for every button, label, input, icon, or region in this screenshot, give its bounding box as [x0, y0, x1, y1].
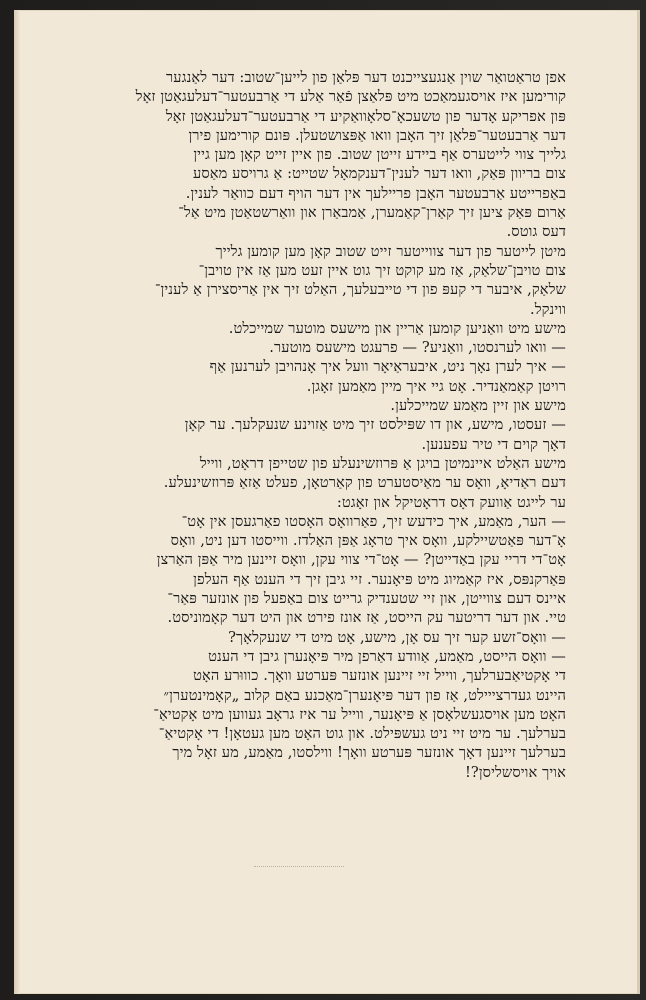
text-line: דעס גוטס.: [506, 223, 566, 241]
text-line: איינס דעם צווייטן, און זיי שטענדיק גרייט צום באַפעל פון אונזער פּאַר־: [167, 590, 566, 608]
text-line: די אָקטיאַבערלעך, ווייל זיי זיינען אונזער פּערטע וואָך. כוווּרע האָט: [193, 667, 566, 685]
text-line: בערלעך. ער מיט זיי ניט געשפּילט. און גוט האָט מען געטאָן! די אָקטיאַ־: [158, 725, 566, 743]
text-line: מישע האַלט איינמיטן בויגן אַ פּרוזשינעלע פון שטייפן דראָט, ווייל: [199, 454, 566, 472]
text-line: — וואָס הייסט, מאַמע, אַוודע דאַרפן מיר פּיאָנערן גיבן די הענט: [208, 647, 566, 665]
book-page: [14, 10, 640, 994]
text-line: אָ־דער פּאַטשיילקע, וואָס איך טראָג אַפּן האַלדז. ווייסטו דען ניט, וואָס: [170, 532, 566, 550]
text-line: גלייך צווי לייטערס אַף ביידע זייטן שטוב. פון איין זייט קאָן מען גיין: [193, 146, 566, 164]
text-line: באַפרייטע אַרבעטער האָבן פריילעך אין דער הויף דעם כוואַר לענין.: [185, 184, 566, 202]
page-right-edge: [637, 10, 640, 994]
text-line: ער לייגט אַוועק דאָס דראָטיקל און זאָגט:: [336, 493, 566, 511]
text-line: צום טויבן־שלאַק, אַז מע קוקט זיך גוט איין זעט מען אַז אין טויבן־: [198, 261, 566, 279]
text-line: אפן טראַטואַר שוין אַנגעצייכנט דער פּלאַן פון לייען־שטוב: דער לאַנגער: [166, 69, 566, 86]
page-gutter-shadow: [14, 10, 20, 994]
text-line: — זעסטו, מישע, און דו שפּילסט זיך מיט אַזוינע שנעקלעך. ער קאָן: [184, 416, 566, 434]
text-line: — איך לערן נאָך ניט, איבעראַיאָר וועל איך אָנהויבן לערנען אַף: [209, 358, 566, 376]
text-line: מיטן לייטער פון דער צווייטער זייט שטוב קאָן מען קומען גלייך: [215, 242, 566, 260]
text-line: טיי. און דער דריטער עק הייסט, אַז אונז פירט און היט דער קאָמוניסט.: [167, 609, 566, 627]
text-line: אַרום פּאַק ציען זיך קאַרן־קאַמערן, אַמבאַרן און וואַרשטאַטן מיט אַל־: [178, 204, 566, 222]
text-line: אויך אויסשליסן?!: [464, 763, 566, 781]
text-line: היינט געדרצייילט, אַז פון דער פּיאָנערן־מאַכנע באַם קלוב „קאָמינטערן״: [163, 686, 566, 704]
page-footer-mark: [254, 866, 344, 868]
text-line: דאָך קוים די טיר עפענען.: [421, 435, 566, 453]
text-line: צום בריוון פּאַק, וואו דער לענין־דענקמאָל שטייט: אַ גרויסע מאַסע: [192, 165, 566, 183]
yiddish-text-block: [54, 68, 566, 782]
text-line: — הער, מאַמע, איך כידעש זיך, פאַרוואָס האָסטו פאַרגעסן אין אָט־: [181, 512, 566, 530]
text-line: דעם ראַדיאָ, וואָס ער מאַיסטערט פון קאַרטאָן, פעלט אַזאַ פּרוזשינעלע.: [163, 474, 566, 492]
text-line: ווינקל.: [529, 300, 566, 318]
text-line: קורימען איז אויסגעמאַכט מיט פּלאַצן פֿאַר אַלע די אַרבעטער־דעלעגאַטן זאָל: [135, 88, 566, 106]
text-line: — וואָס־זשע קער זיך עס אָן, מישע, אָט מיט די שנעקלאָך?: [228, 628, 566, 646]
text-line: פּון אפריקע אָדער פון טשעכאָ־סלאָוואַקיע די אַרבעטער־דעלעגאַטן זאָל: [165, 107, 566, 125]
text-line: אָט־די דריי עקן באַדייטן? — אָט־די צווי עקן, וואָס זיינען מיר אַפּן האַרצן: [156, 551, 566, 569]
text-line: מישע מיט וואַניען קומען אַריין און מישעס מוטער שמייכלט.: [228, 319, 566, 337]
text-line: פּאַרקנפּס, איז קאַמיוג מיט פּיאָנער. זיי גיבן זיך די הענט אַף העלפן: [193, 570, 566, 588]
text-line: האָט מען אויסגעשלאָסן אַ פּיאָנער, ווייל ער איז גראָב געווען מיט אָקטיאַ־: [153, 705, 566, 723]
text-line: מישע און זיין מאַמע שמייכלען.: [390, 397, 566, 415]
text-line: שלאַק, איבער די קעפּ פון די טייבעלעך, האַלט זיך אין אַריסצירן אַ לענין־: [154, 281, 566, 299]
text-line: בערלעך זיינען דאָך אונזער פּערטע וואָך! ווילסטו, מאַמע, מע זאָל מיך: [172, 744, 566, 762]
text-line: — וואו לערנסטו, וואַניע? — פרעגט מישעס מוטער.: [269, 339, 566, 357]
text-line: דער אַרבעטער־פּלאַן זיך האָבן וואו אַפּצושטעלן. פּונם קורימען פירן: [188, 126, 566, 144]
text-line: רויטן קאַמאַנדיר. אָט גיי איך מיין מאַמען זאָגן.: [306, 377, 566, 395]
